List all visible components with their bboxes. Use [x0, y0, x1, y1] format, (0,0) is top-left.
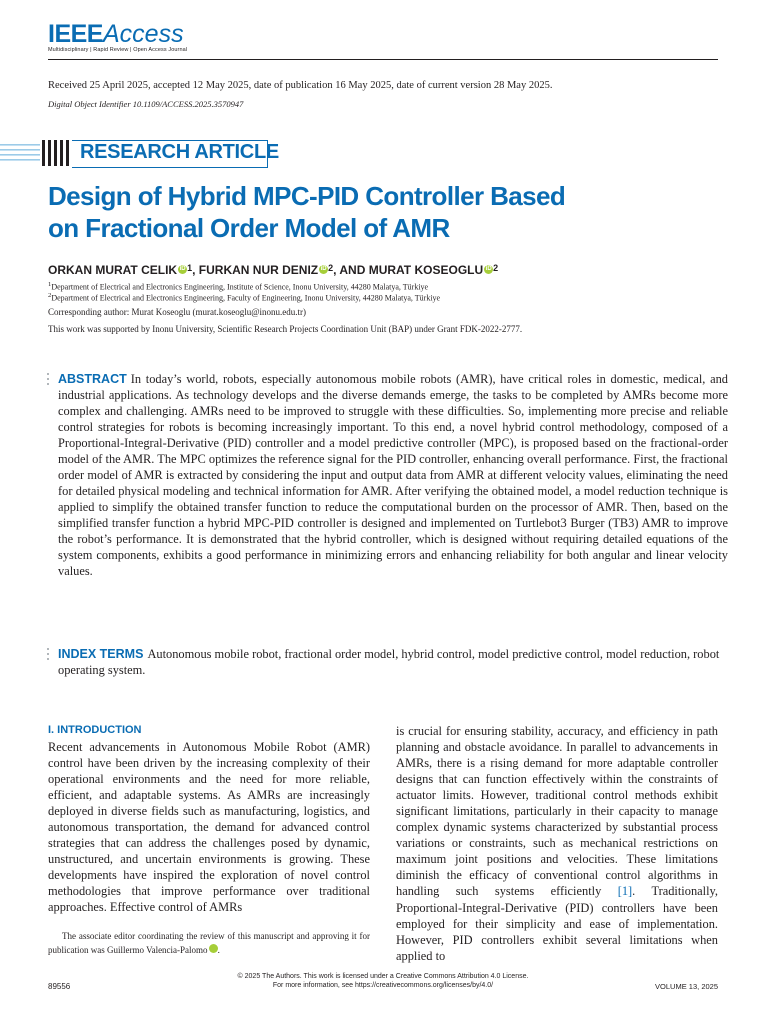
footnote-text: The associate editor coordinating the review of this manuscript and approving it for publication was Guillermo Valencia-Palomo	[48, 931, 370, 955]
title-line-1: Design of Hybrid MPC-PID Controller Based	[48, 181, 566, 211]
volume-label: VOLUME 13, 2025	[655, 982, 718, 991]
author-name[interactable]: MURAT KOSEOGLU	[368, 263, 484, 277]
funding-statement: This work was supported by Inonu University, Scientific Research Projects Coordination Unit (BAP) under Grant FDK-2022-2777.	[48, 324, 523, 334]
intro-paragraph-right-cont: . Traditionally, Proportional-Integral-Derivative (PID) controllers have been employed for their simplicity and ease of implementation. However, PID controllers exhibit several limitations when applied to	[396, 884, 719, 963]
logo-access-text: Access	[102, 20, 184, 48]
license-line-1: © 2025 The Authors. This work is licensed under a Creative Commons Attribution 4.0 License.	[237, 973, 529, 980]
title-line-2: on Fractional Order Model of AMR	[48, 213, 450, 243]
intro-paragraph-left: Recent advancements in Autonomous Mobile Robot (AMR) control have been driven by the increasing complexity of their operational environments and the need for more reliable, efficient, and adaptable systems. As AMRs are increasingly deployed in diverse fields such as manufacturing, logistics, and autonomous transportation, the demand for advanced control strategies that can address the challenges posed by dynamic, unstructured, and uncertain environments is growing. These developments have inspired the exploration of novel control methodologies that improve performance over traditional approaches. Effective control of AMRs	[48, 740, 370, 915]
publication-dates: Received 25 April 2025, accepted 12 May 2025, date of publication 16 May 2025, date of current version 28 May 2025.	[48, 80, 553, 91]
abstract-label: ABSTRACT	[58, 372, 127, 386]
affiliation-number: 1	[48, 281, 52, 288]
intro-left-column	[48, 723, 370, 916]
logo-ieee-text: IEEE	[48, 20, 103, 48]
license-notice	[160, 972, 606, 990]
paper-title	[48, 180, 728, 244]
author-separator: ,	[192, 263, 199, 277]
abstract	[58, 371, 728, 579]
affiliation-text: Department of Electrical and Electronics Engineering, Institute of Science, Inonu University, 44280 Malatya, Türkiye	[51, 282, 429, 292]
intro-right-column	[396, 723, 718, 964]
affiliation-1	[48, 281, 428, 292]
author-name[interactable]: FURKAN NUR DENIZ	[198, 263, 319, 277]
affiliation-number: 2	[48, 292, 52, 299]
banner-stripes-icon	[0, 138, 70, 168]
ieee-access-logo	[48, 20, 184, 49]
affiliation-2	[48, 292, 440, 303]
orcid-icon[interactable]: iD	[209, 944, 218, 953]
author-list	[48, 263, 498, 277]
license-line-2[interactable]: For more information, see https://creativecommons.org/licenses/by/4.0/	[272, 982, 494, 989]
author-affiliation-number: 2	[493, 263, 499, 273]
intro-paragraph-right: is crucial for ensuring stability, accuracy, and efficiency in path planning and obstacle avoidance. In parallel to advancements in AMRs, there is a rising demand for more adaptable controller designs that can function effectively within the constraints of actuator limits. However, traditional control methods exhibit significant limitations, particularly in their capacity to manage complex dynamic systems characterized by substantial process variations or constraints, such as mechanical restrictions on maximum joint positions and velocities. These limitations diminish the efficacy of conventional control algorithms in handling such systems efficiently	[396, 724, 718, 899]
journal-tagline: Multidisciplinary | Rapid Review | Open Access Journal	[48, 47, 188, 53]
author-name[interactable]: ORKAN MURAT CELIK	[48, 263, 178, 277]
index-terms-label: INDEX TERMS	[58, 647, 144, 661]
orcid-icon[interactable]: iD	[485, 266, 492, 272]
abstract-dots-icon	[47, 373, 51, 388]
header-divider	[48, 59, 718, 60]
orcid-icon[interactable]: iD	[320, 266, 327, 272]
abstract-text: In today’s world, robots, especially autonomous mobile robots (AMR), have critical roles in domestic, medical, and industrial applications. As technology develops and the diverse demands emerge, the tasks to be completed by AMRs become more complex and challenging. AMRs need to be improved to struggle with these difficulties. So, implementing more precise and reliable control strategies for robots is becoming increasingly important. To this end, a novel hybrid control methodology, composed of a Proportional-Integral-Derivative (PID) controller and a model predictive controller (MPC), is proposed based on the fractional-order model of the AMR. The MPC optimizes the reference signal for the PID controller, enhancing overall performance. First, the fractional order model of AMR is extracted by considering the input and output data from AMR at different velocity values, eliminating the need for detailed physical modeling and technical information for AMR. After verifying the obtained model, a model reduction technique is applied to simplify the obtained transfer function to reduce the computational burden on the processor of AMR. Then, based on the simplified transfer function a hybrid MPC-PID controller is designed and implemented on Turtlebot3 Burger (TB3) AMR to improve the robot’s performance. It is demonstrated that the hybrid controller, which is designed without requiring detailed equations of the system components, exhibits a good performance in minimizing errors and enhancing reliability for both angular and linear velocity values.	[58, 372, 728, 578]
citation-link[interactable]: [1]	[617, 884, 633, 899]
section-heading: I. INTRODUCTION	[48, 724, 142, 736]
affiliation-text: Department of Electrical and Electronics Engineering, Faculty of Engineering, Inonu University, 44280 Malatya, Türkiye	[51, 293, 441, 303]
article-type-label: RESEARCH ARTICLE	[80, 141, 279, 163]
index-terms-dots-icon	[47, 648, 51, 663]
orcid-icon[interactable]: iD	[179, 266, 186, 272]
author-affiliation-number: 2	[328, 263, 334, 273]
author-affiliation-number: 1	[187, 263, 193, 273]
author-separator: , AND	[333, 263, 369, 277]
index-terms-text: Autonomous mobile robot, fractional order model, hybrid control, model predictive control, model reduction, robot operating system.	[58, 647, 720, 677]
editor-footnote: The associate editor coordinating the review of this manuscript and approving it for publication was Guillermo Valencia-Palomo iD.	[48, 931, 370, 955]
doi-line: Digital Object Identifier 10.1109/ACCESS.2025.3570947	[48, 99, 244, 109]
corresponding-author: Corresponding author: Murat Koseoglu (murat.koseoglu@inonu.edu.tr)	[48, 307, 306, 317]
page-number: 89556	[48, 982, 71, 991]
index-terms	[58, 646, 728, 678]
